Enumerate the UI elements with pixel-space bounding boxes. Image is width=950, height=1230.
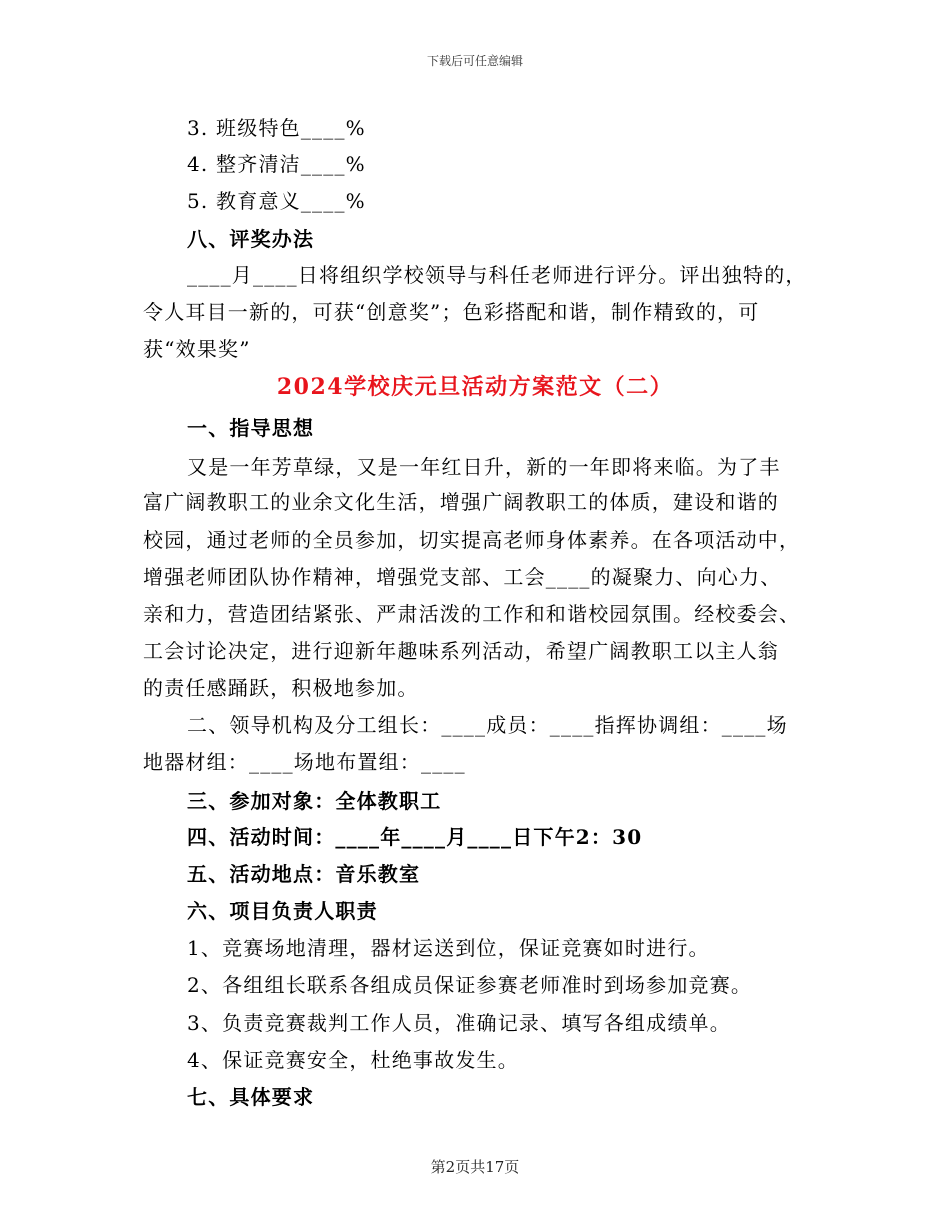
list-item-tidiness: 4. 整齐清洁____%	[187, 152, 366, 176]
section-heading-duties: 六、项目负责人职责	[187, 899, 378, 923]
section-heading-guiding-thought: 一、指导思想	[187, 416, 315, 440]
paragraph-line: ____月____日将组织学校领导与科任老师进行评分。评出独特的，	[187, 263, 807, 287]
paragraph-line: 校园，通过老师的全员参加，切实提高老师身体素养。在各项活动中，	[143, 528, 801, 552]
paragraph-line: 地器材组：____场地布置组：____	[143, 750, 466, 774]
page-footer: 第2页共17页	[430, 1158, 520, 1176]
list-item-education: 5. 教育意义____%	[187, 189, 366, 213]
section-heading-requirements: 七、具体要求	[187, 1085, 315, 1109]
paragraph-line: 增强老师团队协作精神，增强党支部、工会____的凝聚力、向心力、	[143, 565, 782, 589]
paragraph-line: 富广阔教职工的业余文化生活，增强广阔教职工的体质，建设和谐的	[143, 490, 779, 514]
list-item: 1、竞赛场地清理，器材运送到位，保证竞赛如时进行。	[187, 936, 710, 960]
paragraph-line: 二、领导机构及分工组长：____成员：____指挥协调组：____场	[187, 713, 788, 737]
section-heading-time: 四、活动时间：____年____月____日下午2：30	[187, 825, 643, 849]
list-item: 2、各组组长联系各组成员保证参赛老师准时到场参加竞赛。	[187, 973, 753, 997]
document-title: 2024学校庆元旦活动方案范文（二）	[276, 374, 674, 400]
paragraph-line: 亲和力，营造团结紧张、严肃活泼的工作和和谐校园氛围。经校委会、	[143, 602, 801, 626]
list-item: 3、负责竞赛裁判工作人员，准确记录、填写各组成绩单。	[187, 1011, 731, 1035]
paragraph-line: 又是一年芳草绿，又是一年红日升，新的一年即将来临。为了丰	[187, 455, 781, 479]
list-item: 4、保证竞赛安全，杜绝事故发生。	[187, 1048, 519, 1072]
paragraph-line: 的责任感踊跃，积极地参加。	[143, 676, 419, 700]
paragraph-line: 工会讨论决定，进行迎新年趣味系列活动，希望广阔教职工以主人翁	[143, 639, 779, 663]
page-header: 下载后可任意编辑	[426, 54, 523, 68]
paragraph-line: 令人耳目一新的，可获“创意奖”；色彩搭配和谐，制作精致的，可	[143, 300, 760, 324]
list-item-class-feature: 3. 班级特色____%	[187, 116, 366, 140]
paragraph-line: 获“效果奖”	[143, 337, 251, 361]
section-heading-participants: 三、参加对象：全体教职工	[187, 789, 442, 813]
section-heading-awards: 八、评奖办法	[187, 227, 315, 251]
section-heading-location: 五、活动地点：音乐教室	[187, 862, 421, 886]
